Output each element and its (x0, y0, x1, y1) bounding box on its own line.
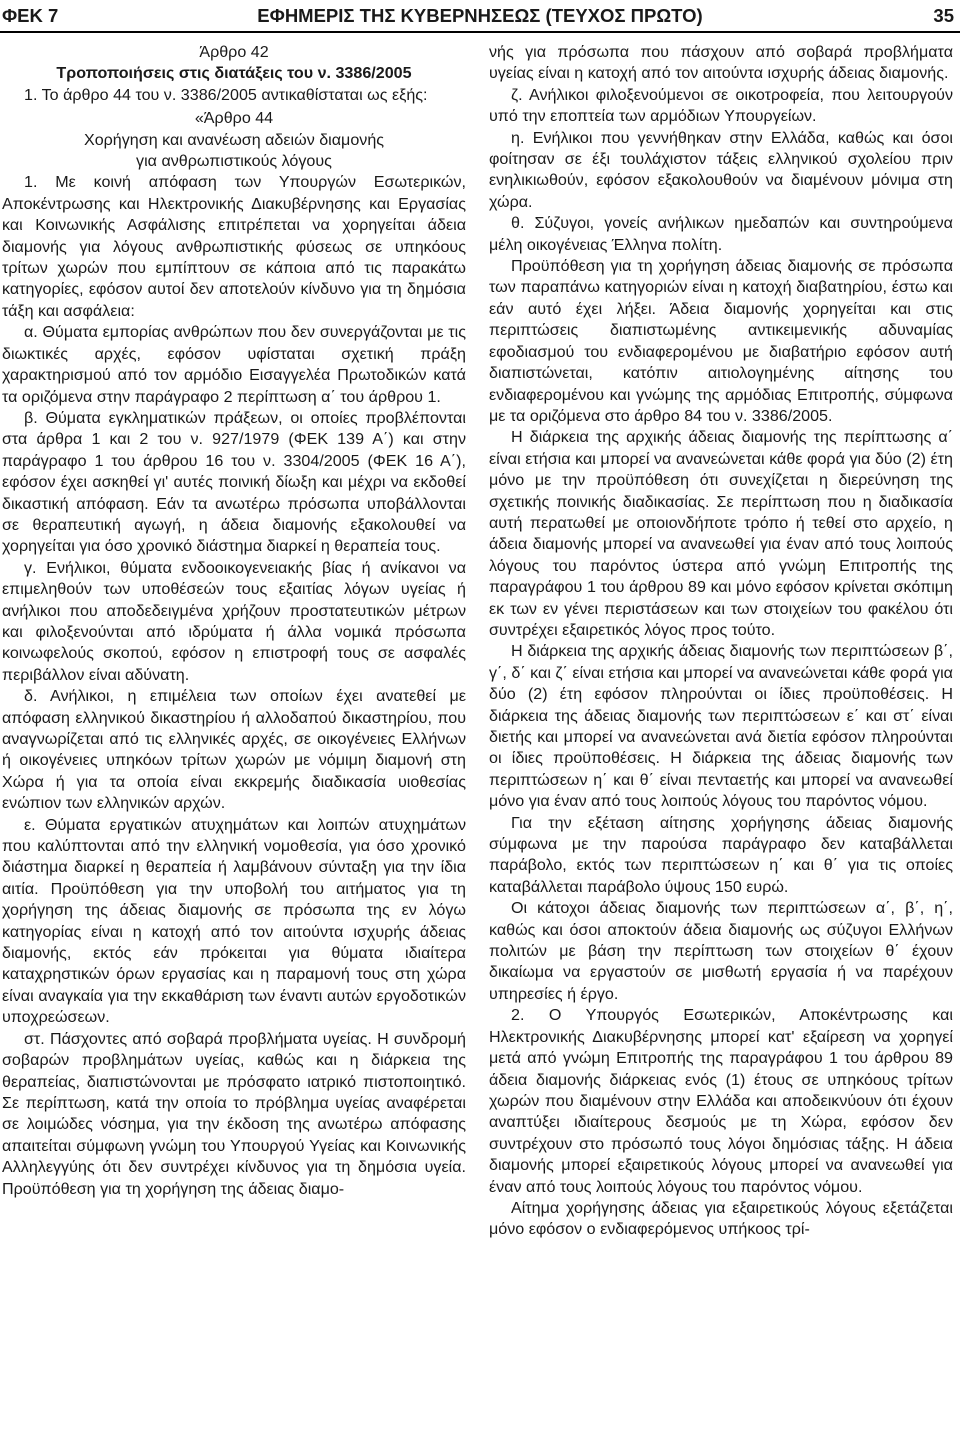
paragraph: δ. Ανήλικοι, η επιμέλεια των οποίων έχει ανατεθεί με απόφαση ελληνικού δικαστηρίου ή αλλοδαπού δικαστηρίου, που αναγνωρίζεται από τις ελληνικές αρχές, σε οικογένειες Ελλήνων ή οικογένειες υπηκόων τρίτων χωρών με νόμιμη διαμονή στη Χώρα ή για τα οποία είναι εκκρεμής διαδικασία υιοθεσίας ενώπιον των ελληνικών αρχών. (2, 687, 466, 813)
paragraph: ζ. Ανήλικοι φιλοξενούμενοι σε οικοτροφεία, που λειτουργούν υπό την εποπτεία των αρμόδιων Υπουργείων. (489, 85, 953, 126)
quoted-article-title: για ανθρωπιστικούς λόγους (136, 152, 332, 171)
left-column (2, 42, 466, 1200)
article-heading: Άρθρο 42 (199, 43, 269, 61)
article-title: Τροποποιήσεις στις διατάξεις του ν. 3386/2005 (56, 64, 412, 83)
paragraph: ε. Θύματα εργατικών ατυχημάτων και λοιπών ατυχημάτων που καλύπτονται από την ελληνική νομοθεσία, για όσο χρονικό διάστημα διαρκεί η θεραπεία ή λαμβάνουν σύνταξη για την ίδια αιτία. Προϋπόθεση για την υποβολή του αιτήματος για τη χορήγηση της άδειας διαμονής σε πρόσωπα της εν λόγω κατηγορίας είναι η κατοχή από τον αιτούντα ισχυρής άδειας διαμονής, εκτός εάν πρόκειται για θύματα ιδιαίτερα καταχρηστικών όρων εργασίας και η παραμονή τους στη χώρα είναι αναγκαία για την εκκαθάριση των έναντι αυτών εργοδοτικών υποχρεώσεων. (2, 815, 466, 1027)
paragraph: Για την εξέταση αίτησης χορήγησης άδειας διαμονής σύμφωνα με την παρούσα παράγραφο δεν καταβάλλεται παράβολο, εκτός των περιπτώσεων η΄ και θ΄ για τις οποίες καταβάλλεται παράβολο ύψους 150 ευρώ. (489, 813, 953, 896)
page-number: 35 (933, 5, 954, 26)
paragraph: Αίτημα χορήγησης άδειας για εξαιρετικούς λόγους εξετάζεται μόνο εφόσον ο ενδιαφερόμενος υπήκοος τρί- (489, 1198, 953, 1239)
paragraph: γ. Ενήλικοι, θύματα ενδοοικογενειακής βίας ή ανίκανοι να επιμεληθούν των υποθέσεών τους εξαιτίας λόγων υγείας ή ανήλικοι που αποδεδειγμένα χρήζουν προστατευτικών μέτρων και φιλοξενούνται από ιδρύματα ή άλλα νομικά πρόσωπα κοινωφελούς σκοπού, εφόσον η επιστροφή τους σε ασφαλές περιβάλλον είναι αδύνατη. (2, 558, 466, 684)
issue-number: ΦΕΚ 7 (2, 5, 59, 26)
paragraph: Προϋπόθεση για τη χορήγηση άδειας διαμονής σε πρόσωπα των παραπάνω κατηγοριών είναι η κατοχή διαβατηρίου, έστω και εάν αυτό έχει λήξει. Άδεια διαμονής χορηγείται και στις περιπτώσεις διαπιστωμένης αντικειμενικής αδυναμίας εφοδιασμού του ενδιαφερομένου με διαβατήριο εφόσον αυτή διαπιστώνεται, κατόπιν αιτιολογημένης αίτησης του ενδιαφερομένου και γνώμης της αρμόδιας Επιτροπής, σύμφωνα με τα οριζόμενα στο άρθρο 84 του ν. 3386/2005. (489, 257, 953, 425)
page-header (0, 0, 960, 32)
right-column (489, 42, 953, 1241)
paragraph: στ. Πάσχοντες από σοβαρά προβλήματα υγείας. Η συνδρομή σοβαρών προβλημάτων υγείας, καθώς και η διάρκεια της θεραπείας, διαπιστώνονται με πρόσφατο ιατρικό πιστοποιητικό. Σε περίπτωση, κατά την οποία το πρόβλημα υγείας αναφέρεται σε λοιμώδες νόσημα, για την έκδοση της ανωτέρω απόφασης απαιτείται σύμφωνη γνώμη του Υπουργού Υγείας και Κοινωνικής Αλληλεγγύης ότι δεν συντρέχει κίνδυνος για τη δημόσια υγεία. Προϋπόθεση για τη χορήγηση της άδειας διαμο- (2, 1029, 466, 1198)
paragraph: 2. Ο Υπουργός Εσωτερικών, Αποκέντρωσης και Ηλεκτρονικής Διακυβέρνησης μπορεί κατ' εξαίρεση να χορηγεί μετά από γνώμη Επιτροπής της παραγράφου 1 του άρθρου 89 άδεια διαμονής διάρκειας ενός (1) έτους σε υπηκόους τρίτων χωρών που διαμένουν στην Ελλάδα και αποδεικνύουν ότι έχουν αναπτύξει ιδιαίτερους δεσμούς με τη Χώρα, εφόσον δεν συντρέχουν στο πρόσωπό τους λόγοι δημόσιας τάξης. Η άδεια διαμονής μπορεί εξαιρετικούς λόγους μπορεί να ανανεωθεί για έναν από τους λοιπούς λόγους του παρόντος νόμου. (489, 1006, 953, 1196)
paragraph: η. Ενήλικοι που γεννήθηκαν στην Ελλάδα, καθώς και όσοι φοίτησαν σε έξι τουλάχιστον τάξεις ελληνικού σχολείου πριν ενηλικιωθούν, εφόσον εξακολουθούν να διαμένουν μόνιμα στη χώρα. (489, 128, 953, 211)
quoted-article-heading: «Άρθρο 44 (194, 109, 274, 128)
gazette-title: ΕΦΗΜΕΡΙΣ ΤΗΣ ΚΥΒΕΡΝΗΣΕΩΣ (ΤΕΥΧΟΣ ΠΡΩΤΟ) (257, 5, 703, 26)
quoted-article-title: Χορήγηση και ανανέωση αδειών διαμονής (83, 130, 385, 149)
paragraph: Η διάρκεια της αρχικής άδειας διαμονής της περίπτωσης α΄ είναι ετήσια και μπορεί να ανανεώνεται κάθε φορά για δύο (2) έτη μόνο με την προϋπόθεση ότι συνεχίζεται η διερεύνηση της σχετικής ποινικής διαδικασίας. Σε περίπτωση που η διαδικασία αυτή περατωθεί με οποιονδήποτε τρόπο ή τεθεί στο αρχείο, η άδεια διαμονής μπορεί να ανανεωθεί για έναν από τους λοιπούς λόγους του παρόντος ύστερα από γνώμη Επιτροπής της παραγράφου 1 του άρθρου 89 και μόνο εφόσον κρίνεται σκόπιμη εκ των εν γένει περιστάσεων και των στοιχείων του φακέλου ότι συντρέχει εξαιρετικός λόγος προς τούτο. (489, 428, 953, 639)
paragraph: α. Θύματα εμπορίας ανθρώπων που δεν συνεργάζονται με τις διωκτικές αρχές, εφόσον υφίσταται σχετική πράξη χαρακτηρισμού από τον αρμόδιο Εισαγγελέα Πρωτοδικών κατά τα οριζόμενα στην παράγραφο 2 περίπτωση α΄ του άρθρου 1. (2, 323, 466, 406)
paragraph: β. Θύματα εγκληματικών πράξεων, οι οποίες προβλέπονται στα άρθρα 1 και 2 του ν. 927/1979 (ΦΕΚ 139 Α΄) και στην παράγραφο 1 του άρθρου 16 του ν. 3304/2005 (ΦΕΚ 16 Α΄), εφόσον έχει ασκηθεί γι' αυτές ποινική δίωξη και μέχρι να εκδοθεί δικαστική απόφαση. Εάν τα ανωτέρω πρόσωπα υποβάλλονται σε θεραπευτική αγωγή, η άδεια διαμονής εξακολουθεί να χορηγείται για όσο χρονικό διάστημα διαρκεί η θεραπεία τους. (2, 408, 466, 556)
paragraph: 1. Το άρθρο 44 του ν. 3386/2005 αντικαθίσταται ως εξής: (24, 85, 428, 104)
header-rule (0, 31, 960, 33)
paragraph: 1. Με κοινή απόφαση των Υπουργών Εσωτερικών, Αποκέντρωσης και Ηλεκτρονικής Διακυβέρνησης και Εργασίας και Κοινωνικής Ασφάλισης επιτρέπεται να χορηγείται άδεια διαμονής για λόγους ανθρωπιστικής φύσεως σε υπηκόους τρίτων χωρών που εμπίπτουν σε κάποια από τις παρακάτω κατηγορίες, εφόσον αυτοί δεν αποτελούν κίνδυνο για τη δημόσια τάξη και ασφάλεια: (2, 173, 466, 320)
paragraph: Οι κάτοχοι άδειας διαμονής των περιπτώσεων α΄, β΄, η΄, καθώς και όσοι αποκτούν άδεια διαμονής ως σύζυγοι Ελλήνων πολιτών με βάση την περίπτωση των στοιχείων θ΄ έχουν δικαίωμα να εργαστούν σε μισθωτή εργασία ή να παρέχουν υπηρεσίες ή έργο. (489, 899, 953, 1003)
paragraph: θ. Σύζυγοι, γονείς ανήλικων ημεδαπών και συντηρούμενα μέλη οικογένειας Έλληνα πολίτη. (489, 214, 953, 254)
paragraph: νής για πρόσωπα που πάσχουν από σοβαρά προβλήματα υγείας είναι η κατοχή από τον αιτούντα ισχυρής άδειας διαμονής. (489, 43, 953, 83)
paragraph: Η διάρκεια της αρχικής άδειας διαμονής των περιπτώσεων β΄, γ΄, δ΄ και ζ΄ είναι ετήσια και μπορεί να ανανεώνεται κάθε φορά για δύο (2) έτη εφόσον πληρούνται οι ίδιες προϋποθέσεις. Η διάρκεια της άδειας διαμονής των περιπτώσεων ε΄ και στ΄ είναι διετής και μπορεί να ανανεώνεται ανά διετία εφόσον πληρούνται οι ίδιες προϋποθέσεις. Η διάρκεια της άδειας διαμονής των περιπτώσεων η΄ και θ΄ είναι πενταετής και μπορεί να ανανεωθεί μόνο για έναν από τους λοιπούς λόγους του παρόντος νόμου. (489, 642, 953, 811)
